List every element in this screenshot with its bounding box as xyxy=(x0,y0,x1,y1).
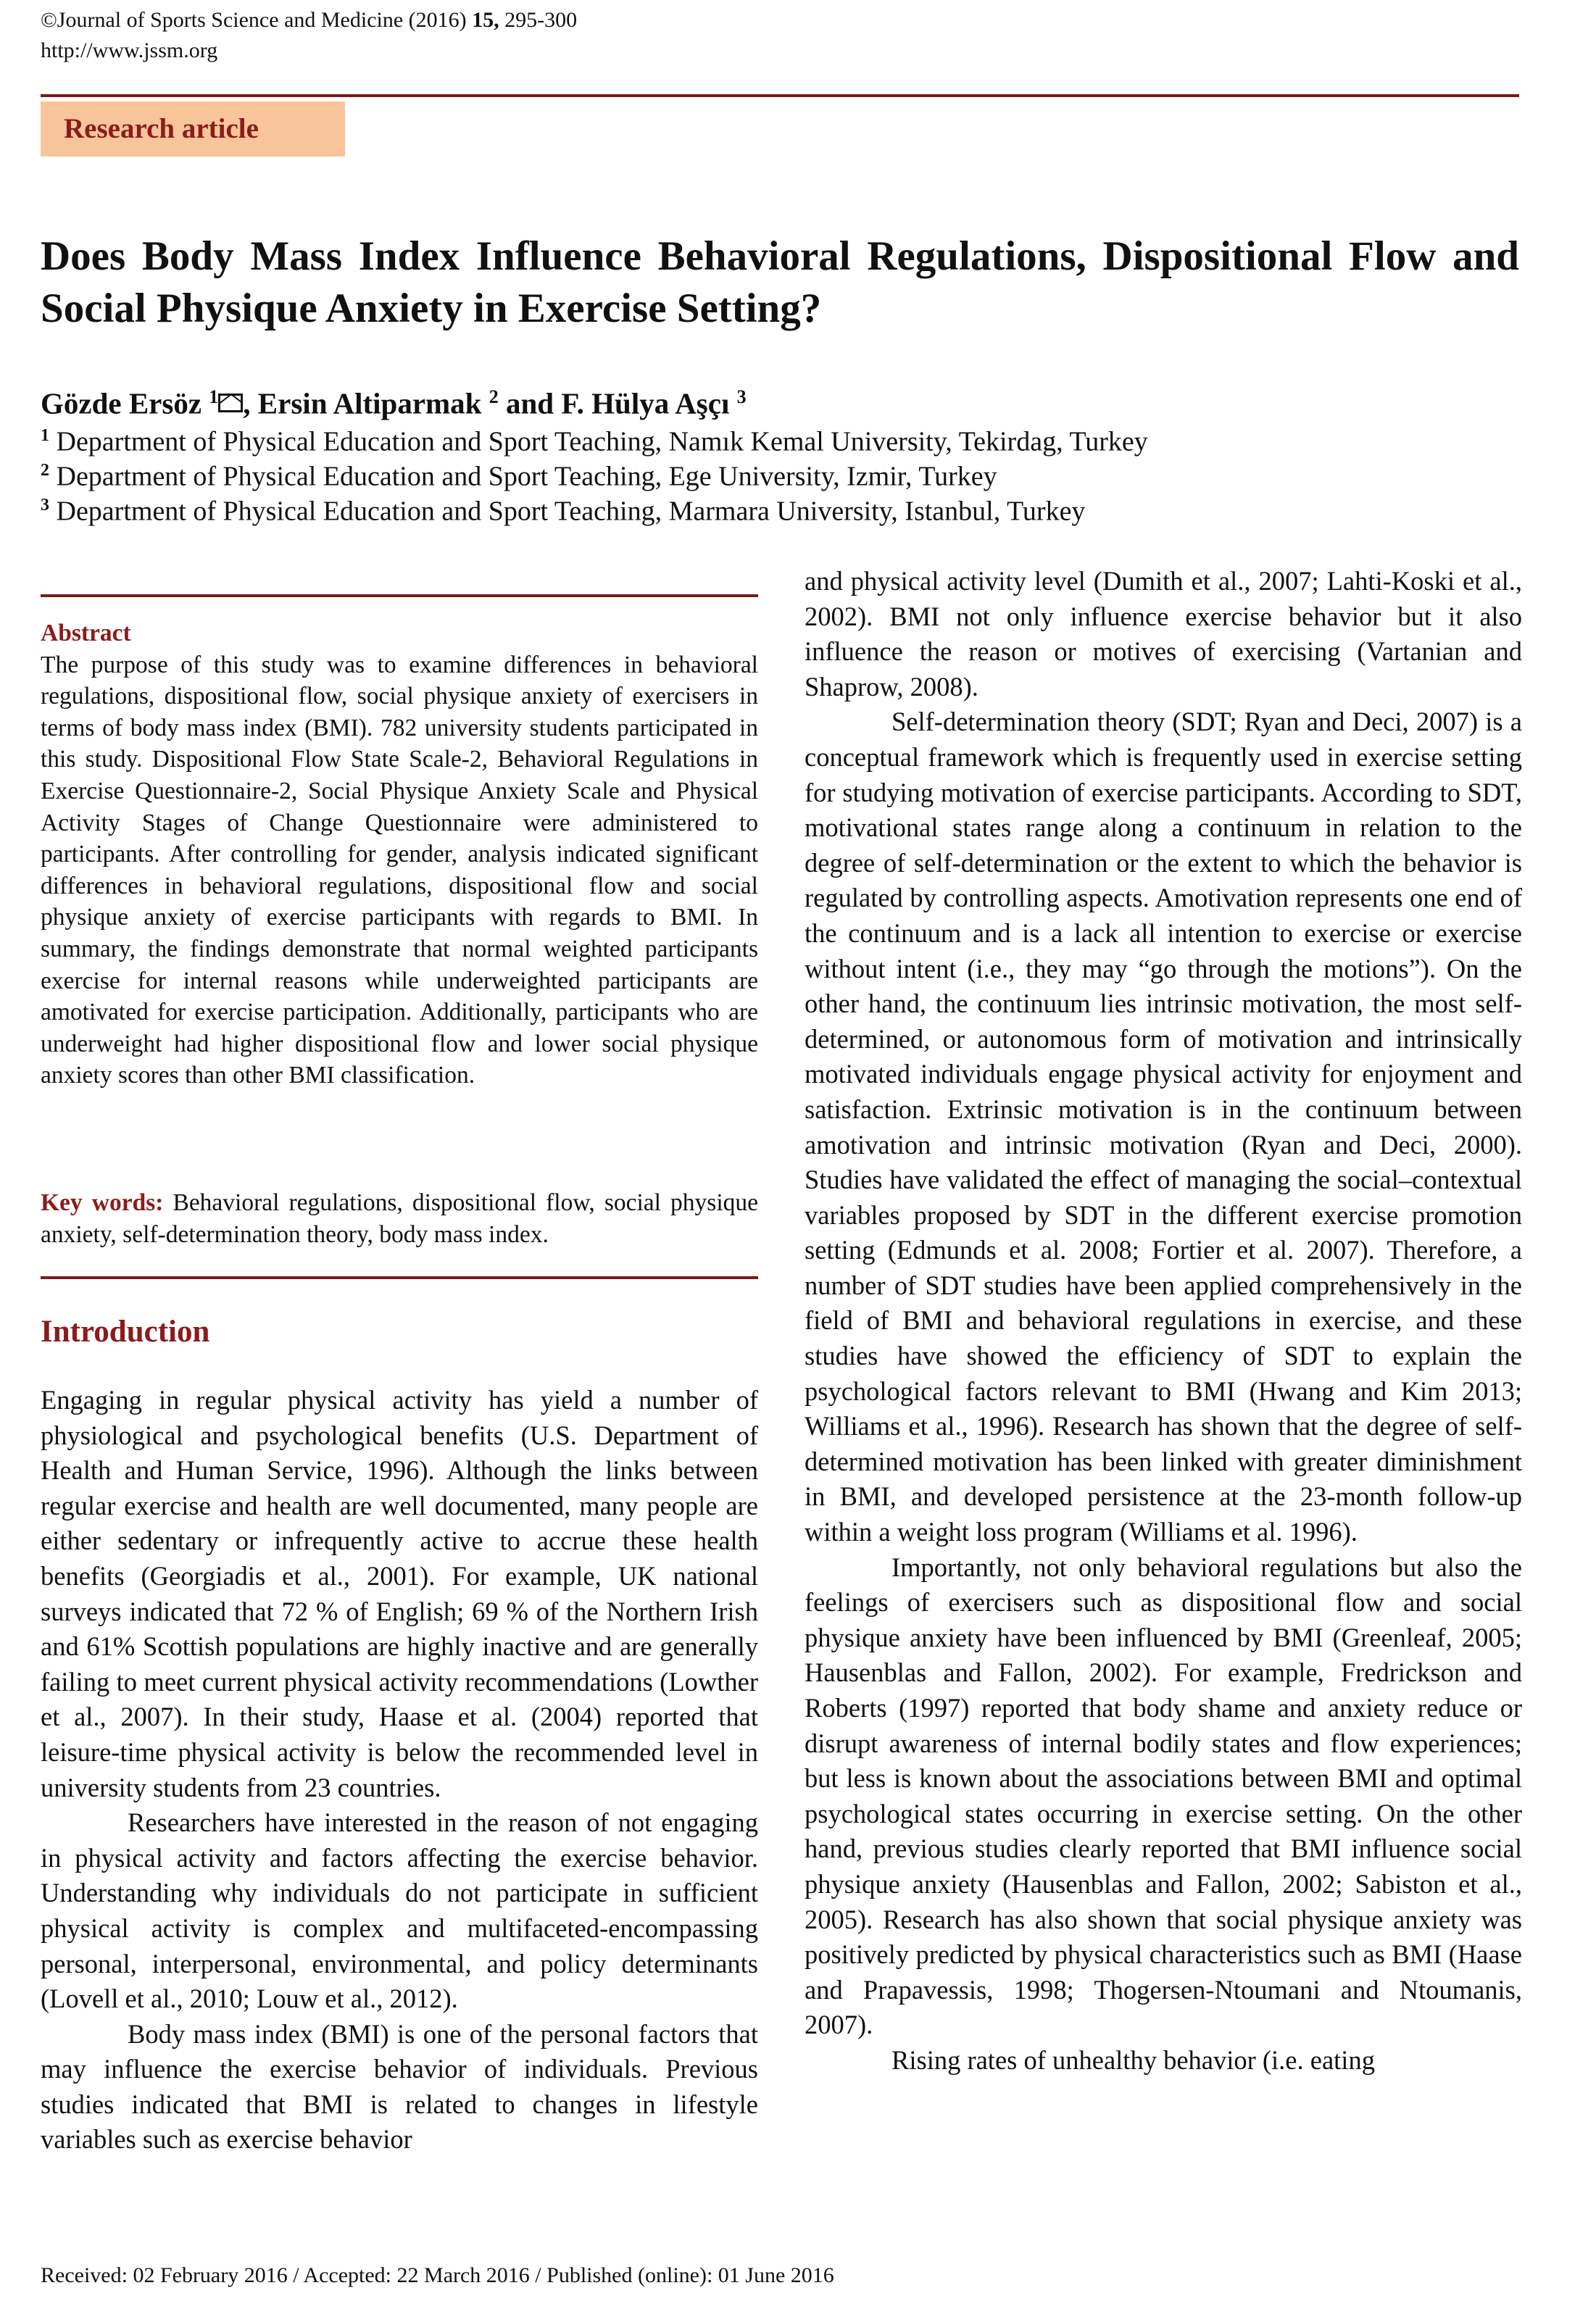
paragraph: Rising rates of unhealthy behavior (i.e. eating xyxy=(891,2044,1375,2075)
affiliation xyxy=(41,488,1085,528)
author-affiliation-mark: 1 xyxy=(209,386,219,407)
abstract-top-divider xyxy=(41,594,758,597)
introduction-body xyxy=(41,1383,758,2158)
article-type-badge: Research article xyxy=(41,101,345,157)
paragraph: and physical activity level (Dumith et al., 2007; Lahti-Koski et al., 2002). BMI not only influence exercise behavior but it also influence the reason or motives of exercising (Vartanian and Shaprow, 2008). xyxy=(805,566,1522,702)
affiliation xyxy=(41,419,1148,459)
abstract xyxy=(41,617,758,1091)
author-list xyxy=(41,380,747,421)
abstract-label: Abstract xyxy=(41,620,131,646)
paragraph: Self-determination theory (SDT; Ryan and Deci, 2007) is a conceptual framework which is frequently used in exercise setting for studying motivation of exercise participants. According to SDT, motivational states range along a continuum in relation to the degree of self-determination or the extent to which the behavior is regulated by controlling aspects. Amotivation represents one end of the continuum and is a lack all intention to exercise or exercise without intent (i.e., they may “go through the motions”). On the other hand, the continuum lies intrinsic motivation, the most self-determined, or autonomous form of motivation and intrinsically motivated individuals engage physical activity for enjoyment and satisfaction. Extrinsic motivation is in the continuum between amotivation and intrinsic motivation (Ryan and Deci, 2000). Studies have validated the effect of managing the social–contextual variables proposed by SDT in the different exercise promotion setting (Edmunds et al. 2008; Fortier et al. 2007). Therefore, a number of SDT studies have been applied comprehensively in the field of BMI and behavioral regulations in exercise, and these studies have showed the efficiency of SDT to explain the psychological factors relevant to BMI (Hwang and Kim 2013; Williams et al., 1996). Research has shown that the degree of self-determined motivation has been linked with greater diminishment in BMI, and developed persistence at the 23-month follow-up within a weight loss program (Williams et al. 1996). xyxy=(805,707,1522,1547)
publication-dates: Received: 02 February 2016 / Accepted: 22 March 2016 / Published (online): 01 June 2016 xyxy=(41,2263,834,2287)
affiliation-text: Department of Physical Education and Sport Teaching, Ege University, Izmir, Turkey xyxy=(49,461,997,492)
affiliation-text: Department of Physical Education and Sport Teaching, Namık Kemal University, Tekirdag, Turkey xyxy=(49,426,1148,457)
journal-name: ©Journal of Sports Science and Medicine (2016) xyxy=(41,8,473,32)
abstract-text: The purpose of this study was to examine differences in behavioral regulations, dispositional flow, social physique anxiety of exercisers in terms of body mass index (BMI). 782 university students participated in this study. Dispositional Flow State Scale-2, Behavioral Regulations in Exercise Questionnaire-2, Social Physique Anxiety Scale and Physical Activity Stages of Change Questionnaire were administered to participants. After controlling for gender, analysis indicated significant differences in behavioral regulations, dispositional flow and social physique anxiety of exercise participants with regards to BMI. In summary, the findings demonstrate that normal weighted participants exercise for internal reasons while underweighted participants are amotivated for exercise participation. Additionally, participants who are underweight had higher dispositional flow and lower social physique anxiety scores than other BMI classification. xyxy=(41,651,758,1089)
author-name: and F. Hülya Aşçı xyxy=(498,386,737,420)
section-heading-introduction: Introduction xyxy=(41,1315,210,1349)
paragraph: Engaging in regular physical activity has yield a number of physiological and psychological benefits (U.S. Department of Health and Human Service, 1996). Although the links between regular exercise and health are well documented, many people are either sedentary or infrequently active to accrue these health benefits (Georgiadis et al., 2001). For example, UK national surveys indicated that 72 % of English; 69 % of the Northern Irish and 61% Scottish populations are highly inactive and are generally failing to meet current physical activity recommendations (Lowther et al., 2007). In their study, Haase et al. (2004) reported that leisure-time physical activity is below the recommended level in university students from 23 countries. xyxy=(41,1385,758,1802)
keywords-text: Behavioral regulations, dispositional flow, social physique anxiety, self-determination theory, body mass index. xyxy=(41,1189,758,1248)
right-column-body xyxy=(805,564,1522,2079)
affiliation-mark: 2 xyxy=(41,461,49,480)
paragraph: Importantly, not only behavioral regulations but also the feelings of exercisers such as dispositional flow and social physique anxiety have been influenced by BMI (Greenleaf, 2005; Hausenblas and Fallon, 2002). For example, Fredrickson and Roberts (1997) reported that body shame and anxiety reduce or disrupt awareness of internal bodily states and flow experiences; but less is known about the associations between BMI and optimal psychological states occurring in exercise setting. On the other hand, previous studies clearly reported that BMI influence social physique anxiety (Hausenblas and Fallon, 2002; Sabiston et al., 2005). Research has also shown that social physique anxiety was positively predicted by physical characteristics such as BMI (Haase and Prapavessis, 1998; Thogersen-Ntoumani and Ntoumanis, 2007). xyxy=(805,1552,1522,2040)
header-divider xyxy=(41,94,1519,97)
affiliation-mark: 3 xyxy=(41,496,49,515)
journal-citation xyxy=(41,7,577,33)
journal-volume: 15, xyxy=(472,8,499,32)
author-affiliation-mark: 3 xyxy=(736,386,747,407)
journal-pages: 295-300 xyxy=(499,8,578,32)
journal-url[interactable]: http://www.jssm.org xyxy=(41,38,218,62)
article-title: Does Body Mass Index Influence Behavioral Regulations, Dispositional Flow and Social Physique Anxiety in Exercise Setting? xyxy=(41,233,1519,331)
author-name: Gözde Ersöz xyxy=(41,386,209,420)
keywords xyxy=(41,1187,758,1250)
abstract-bottom-divider xyxy=(41,1276,758,1279)
author-name: , Ersin Altiparmak xyxy=(243,386,489,420)
affiliation-mark: 1 xyxy=(41,426,49,445)
email-icon[interactable] xyxy=(218,394,243,412)
affiliation xyxy=(41,454,997,494)
paragraph: Researchers have interested in the reason of not engaging in physical activity and factors affecting the exercise behavior. Understanding why individuals do not participate in sufficient physical activity is complex and multifaceted-encompassing personal, interpersonal, environmental, and policy determinants (Lovell et al., 2010; Louw et al., 2012). xyxy=(41,1807,758,2014)
author-affiliation-mark: 2 xyxy=(489,386,499,407)
affiliation-text: Department of Physical Education and Sport Teaching, Marmara University, Istanbul, Turkey xyxy=(49,496,1086,527)
keywords-label: Key words: xyxy=(41,1189,164,1216)
paragraph: Body mass index (BMI) is one of the personal factors that may influence the exercise behavior of individuals. Previous studies indicated that BMI is related to changes in lifestyle variables such as exercise behavior xyxy=(41,2018,758,2155)
